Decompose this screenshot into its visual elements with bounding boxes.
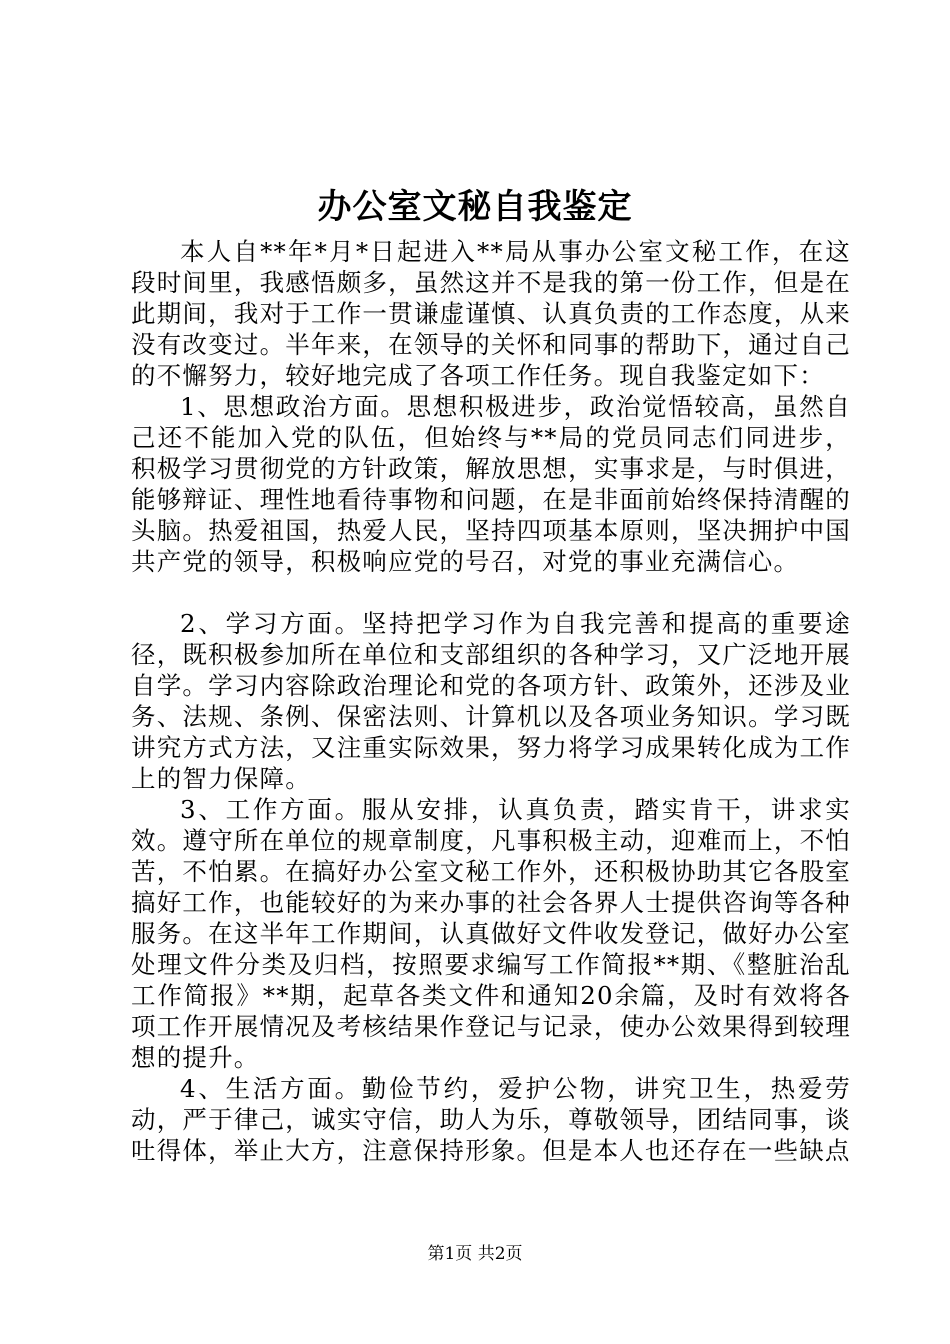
paragraph-intro: 本人自**年*月*日起进入**局从事办公室文秘工作，在这段时间里，我感悟颇多，虽然这并不是我的第一份工作，但是在此期间，我对于工作一贯谦虚谨慎、认真负责的工作态度，从来没有改变过。半年来，在领导的关怀和同事的帮助下，通过自己的不懈努力，较好地完成了各项工作任务。现自我鉴定如下：	[131, 237, 851, 390]
document-body	[131, 236, 851, 1166]
page-number-footer: 第1页 共2页	[427, 1244, 523, 1264]
paragraph-political: 1、思想政治方面。思想积极进步，政治觉悟较高，虽然自己还不能加入党的队伍，但始终与**局的党员同志们同进步，积极学习贯彻党的方针政策，解放思想，实事求是，与时俱进，能够辩证、理性地看待事物和问题，在是非面前始终保持清醒的头脑。热爱祖国，热爱人民，坚持四项基本原则，坚决拥护中国共产党的领导，积极响应党的号召，对党的事业充满信心。	[131, 392, 851, 576]
document-title: 办公室文秘自我鉴定	[317, 187, 633, 227]
paragraph-study: 2、学习方面。坚持把学习作为自我完善和提高的重要途径，既积极参加所在单位和支部组织的各种学习，又广泛地开展自学。学习内容除政治理论和党的各项方针、政策外，还涉及业务、法规、条例、保密法则、计算机以及各项业务知识。学习既讲究方式方法，又注重实际效果，努力将学习成果转化成为工作上的智力保障。	[131, 609, 851, 793]
paragraph-work: 3、工作方面。服从安排，认真负责，踏实肯干，讲求实效。遵守所在单位的规章制度，凡事积极主动，迎难而上，不怕苦，不怕累。在搞好办公室文秘工作外，还积极协助其它各股室搞好工作，也能较好的为来办事的社会各界人士提供咨询等各种服务。在这半年工作期间，认真做好文件收发登记，做好办公室处理文件分类及归档，按照要求编写工作简报**期、《整脏治乱工作简报》**期，起草各类文件和通知20余篇，及时有效将各项工作开展情况及考核结果作登记与记录，使办公效果得到较理想的提升。	[131, 795, 851, 1072]
paragraph-life: 4、生活方面。勤俭节约，爱护公物，讲究卫生，热爱劳动，严于律己，诚实守信，助人为乐，尊敬领导，团结同事，谈吐得体，举止大方，注意保持形象。但是本人也还存在一些缺点	[131, 1074, 851, 1165]
